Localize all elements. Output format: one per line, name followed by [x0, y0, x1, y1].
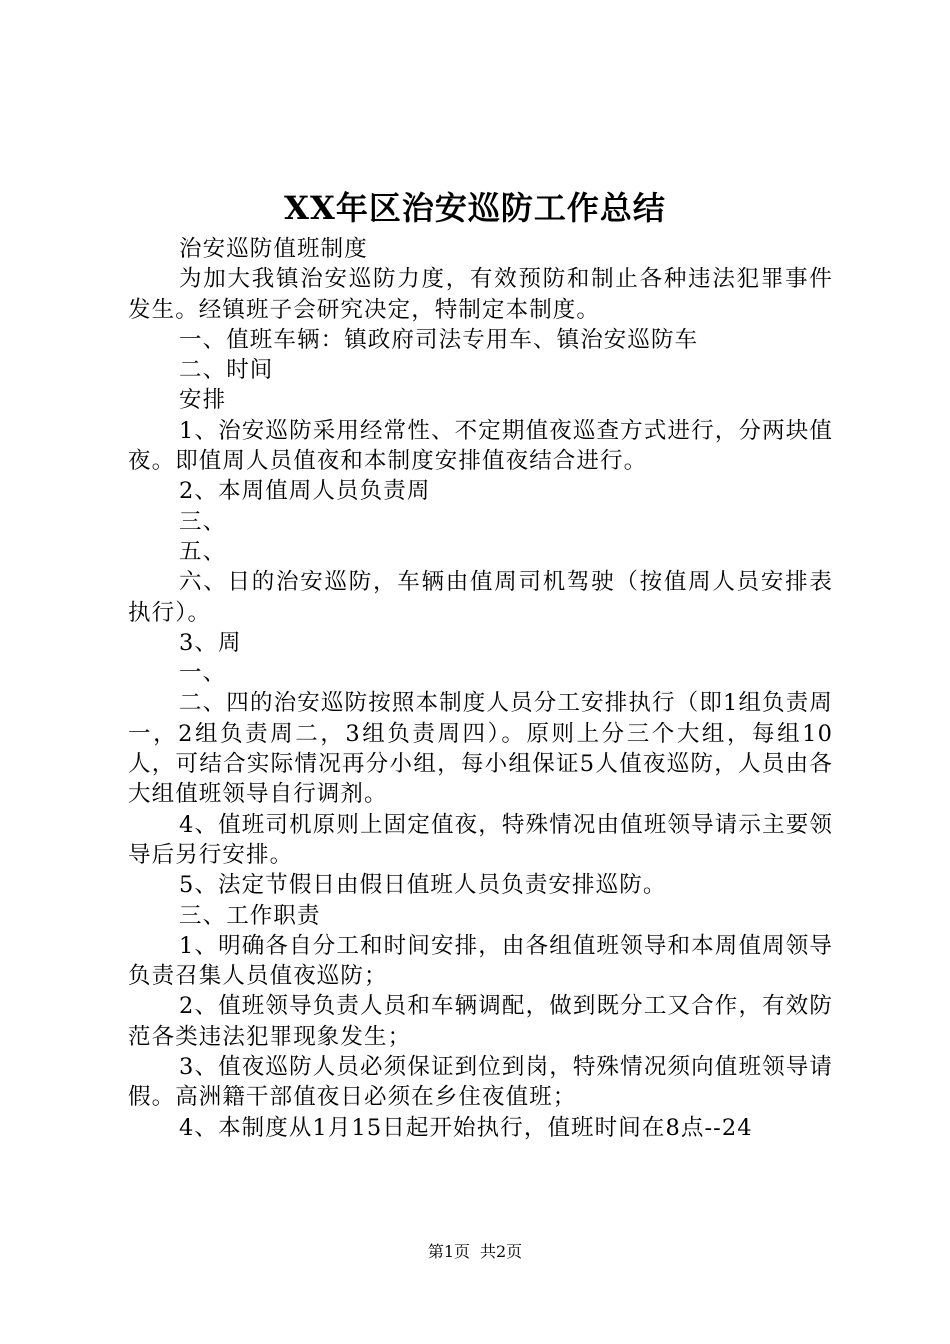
paragraph: 三、工作职责	[179, 902, 321, 929]
document-title: XX年区治安巡防工作总结	[284, 189, 666, 227]
paragraph: 为加大我镇治安巡防力度，有效预防和制止各种违法犯罪事件发生。经镇班子会研究决定，特制定本制度。	[128, 266, 833, 323]
paragraph: 4、本制度从1月15日起开始执行，值班时间在8点--24	[179, 1114, 753, 1141]
page-total: 共2页	[480, 1242, 523, 1261]
page-footer	[0, 1241, 950, 1263]
paragraph: 治安巡防值班制度	[179, 236, 368, 262]
paragraph: 五、	[179, 538, 227, 565]
paragraph: 2、本周值周人员负责周	[179, 478, 431, 505]
paragraph: 2、值班领导负责人员和车辆调配，做到既分工又合作，有效防范各类违法犯罪现象发生；	[128, 993, 833, 1050]
paragraph: 5、法定节假日由假日值班人员负责安排巡防。	[179, 872, 667, 899]
paragraph: 一、值班车辆：镇政府司法专用车、镇治安巡防车	[179, 326, 699, 353]
paragraph: 1、明确各自分工和时间安排，由各组值班领导和本周值周领导负责召集人员值夜巡防；	[128, 932, 833, 990]
paragraph: 3、值夜巡防人员必须保证到位到岗，特殊情况须向值班领导请假。高洲籍干部值夜日必须在乡住夜值班；	[128, 1054, 833, 1111]
paragraph: 4、值班司机原则上固定值夜，特殊情况由值班领导请示主要领导后另行安排。	[128, 811, 833, 868]
page-number: 第1页	[427, 1242, 470, 1261]
paragraph: 一、	[179, 660, 227, 687]
paragraph: 二、四的治安巡防按照本制度人员分工安排执行（即1组负责周一，2组负责周二，3组负责周四）。原则上分三个大组，每组10人，可结合实际情况再分小组，每小组保证5人值夜巡防，人员由各大组值班领导自行调剂。	[128, 690, 833, 808]
paragraph: 二、时间	[179, 357, 274, 384]
paragraph: 三、	[179, 508, 227, 535]
paragraph: 3、周	[179, 629, 242, 656]
paragraph: 安排	[179, 387, 227, 414]
paragraph: 六、日的治安巡防，车辆由值周司机驾驶（按值周人员安排表执行）。	[128, 569, 833, 626]
paragraph: 1、治安巡防采用经常性、不定期值夜巡查方式进行，分两块值夜。即值周人员值夜和本制度安排值夜结合进行。	[128, 417, 833, 475]
document-body	[128, 234, 833, 1143]
